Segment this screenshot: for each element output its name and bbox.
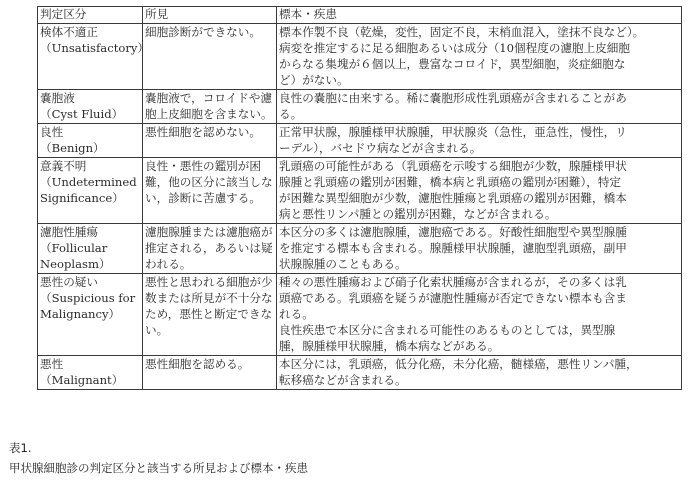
category-line: Significance） <box>40 191 124 205</box>
specimens-line: 乳頭癌の可能性がある（乳頭癌を示唆する細胞が少数，腺腫様甲状 <box>279 159 627 173</box>
header-findings: 所見 <box>143 7 277 24</box>
table-header-row <box>38 7 682 24</box>
specimens-line: 頭癌である。乳頭癌を疑うが濾胞性腫瘍が否定できない標本も含ま <box>279 291 627 305</box>
category-cell <box>38 24 150 90</box>
findings-cell <box>143 24 277 90</box>
findings-line: 数または所見が不十分な <box>145 291 273 305</box>
specimens-line: 良性の嚢胞に由来する。稀に嚢胞形成性乳頭癌が含まれることがあ <box>279 91 627 105</box>
findings-line: 難，他の区分に該当しな <box>145 175 273 189</box>
specimens-cell <box>277 274 682 356</box>
category-line: 嚢胞液 <box>40 91 75 105</box>
classification-table <box>37 6 682 390</box>
findings-cell <box>143 356 277 390</box>
table-row <box>38 24 682 90</box>
specimens-line: れる。 <box>279 307 314 321</box>
findings-line: 悪性細胞を認める。 <box>145 357 250 371</box>
header-category: 判定区分 <box>38 7 143 24</box>
table-row <box>38 158 682 224</box>
category-line: （Suspicious for <box>40 291 136 305</box>
specimens-line: 本区分の多くは濾胞腺腫，濾胞癌である。好酸性細胞型や異型腺腫 <box>279 225 627 239</box>
category-cell <box>38 356 143 390</box>
specimens-cell <box>277 158 682 224</box>
category-line: （Malignant） <box>40 373 124 387</box>
specimens-line: 標本作製不良（乾燥，変性，固定不良，末梢血混入，塗抹不良など）。 <box>279 25 645 39</box>
findings-cell <box>143 158 277 224</box>
category-line: 検体不適正 <box>40 25 98 39</box>
specimens-line: 種々の悪性腫瘍および硝子化索状腫瘍が含まれるが，その多くは乳 <box>279 275 627 289</box>
category-line: 意義不明 <box>40 159 87 173</box>
specimens-cell <box>277 90 682 124</box>
category-cell <box>38 124 143 158</box>
category-line: （Cyst Fluid） <box>40 107 124 121</box>
table-row <box>38 90 682 124</box>
findings-line: ため，悪性と断定できな <box>145 307 273 321</box>
category-line: （Unsatisfactory） <box>40 41 150 55</box>
category-cell <box>38 274 143 356</box>
specimens-line: る。 <box>279 107 303 121</box>
findings-line: われる。 <box>145 257 192 271</box>
findings-cell <box>143 224 277 274</box>
specimens-line: 転移癌などが含まれる。 <box>279 373 407 387</box>
specimens-line: 腺腫と乳頭癌の鑑別が困難，橋本病と乳頭癌の鑑別が困難），特定 <box>279 175 622 189</box>
findings-line: 嚢胞液で，コロイドや濾 <box>145 91 272 105</box>
specimens-line: からなる集塊が６個以上，豊富なコロイド，異型細胞，炎症細胞な <box>279 57 626 71</box>
specimens-line: 病変を推定するに足る細胞あるいは成分（10個程度の濾胞上皮細胞 <box>279 41 630 55</box>
category-cell <box>38 158 143 224</box>
findings-line: 悪性と思われる細胞が少 <box>145 275 273 289</box>
findings-cell <box>143 90 277 124</box>
category-line: （Benign） <box>40 141 105 155</box>
header-specimens: 標本・疾患 <box>277 7 682 24</box>
findings-cell <box>143 124 277 158</box>
table-body <box>38 24 682 390</box>
category-line: 悪性の疑い <box>40 275 98 289</box>
findings-line: 悪性細胞を認めない。 <box>145 125 261 139</box>
findings-line: い，診断に苦慮する。 <box>145 191 261 205</box>
category-line: 悪性 <box>40 357 64 371</box>
table-caption-label: 表1. <box>9 441 32 455</box>
findings-line: 胞上皮細胞を含まない。 <box>145 107 273 121</box>
category-line: Malignancy） <box>40 307 121 321</box>
table-row <box>38 124 682 158</box>
findings-line: 良性・悪性の鑑別が困 <box>145 159 261 173</box>
specimens-line: 腫，腺腫様甲状腺腫，橋本病などがある。 <box>279 339 500 353</box>
specimens-cell <box>277 124 682 158</box>
specimens-cell <box>277 24 682 90</box>
category-line: 濾胞性腫瘍 <box>40 225 98 239</box>
specimens-line: が困難な異型細胞が少数，濾胞性腫瘍と乳頭癌の鑑別が困難，橋本 <box>279 191 627 205</box>
category-line: （Undetermined <box>40 175 137 189</box>
findings-line: い。 <box>145 323 169 337</box>
table-caption-text: 甲状腺細胞診の判定区分と該当する所見および標本・疾患 <box>9 461 308 475</box>
specimens-line: 良性疾患で本区分に含まれる可能性のあるものとしては，異型腺 <box>279 323 616 337</box>
specimens-line: 状腺腺腫のこともある。 <box>279 257 407 271</box>
category-cell <box>38 224 143 274</box>
specimens-line: 病と悪性リンパ腫との鑑別が困難，などが含まれる。 <box>279 207 557 221</box>
category-line: （Follicular <box>40 241 108 255</box>
specimens-line: 本区分には，乳頭癌，低分化癌，未分化癌，髄様癌，悪性リンパ腫， <box>279 357 638 371</box>
specimens-line: ど）がない。 <box>279 73 349 87</box>
category-line: Neoplasm） <box>40 257 111 271</box>
specimens-line: ーデル），バセドウ病などが含まれる。 <box>279 141 482 155</box>
table-row <box>38 224 682 274</box>
category-line: 良性 <box>40 125 64 139</box>
table-row <box>38 356 682 390</box>
findings-line: 推定される，あるいは疑 <box>145 241 273 255</box>
specimens-cell <box>277 224 682 274</box>
findings-line: 細胞診断ができない。 <box>145 25 261 39</box>
findings-line: 濾胞腺腫または濾胞癌が <box>145 225 273 239</box>
findings-cell <box>143 274 277 356</box>
category-cell <box>38 90 143 124</box>
specimens-cell <box>277 356 682 390</box>
specimens-line: を推定する標本も含まれる。腺腫様甲状腺腫，濾胞型乳頭癌，副甲 <box>279 241 627 255</box>
specimens-line: 正常甲状腺，腺腫様甲状腺腫，甲状腺炎（急性，亜急性，慢性，リ <box>279 125 627 139</box>
table-row <box>38 274 682 356</box>
